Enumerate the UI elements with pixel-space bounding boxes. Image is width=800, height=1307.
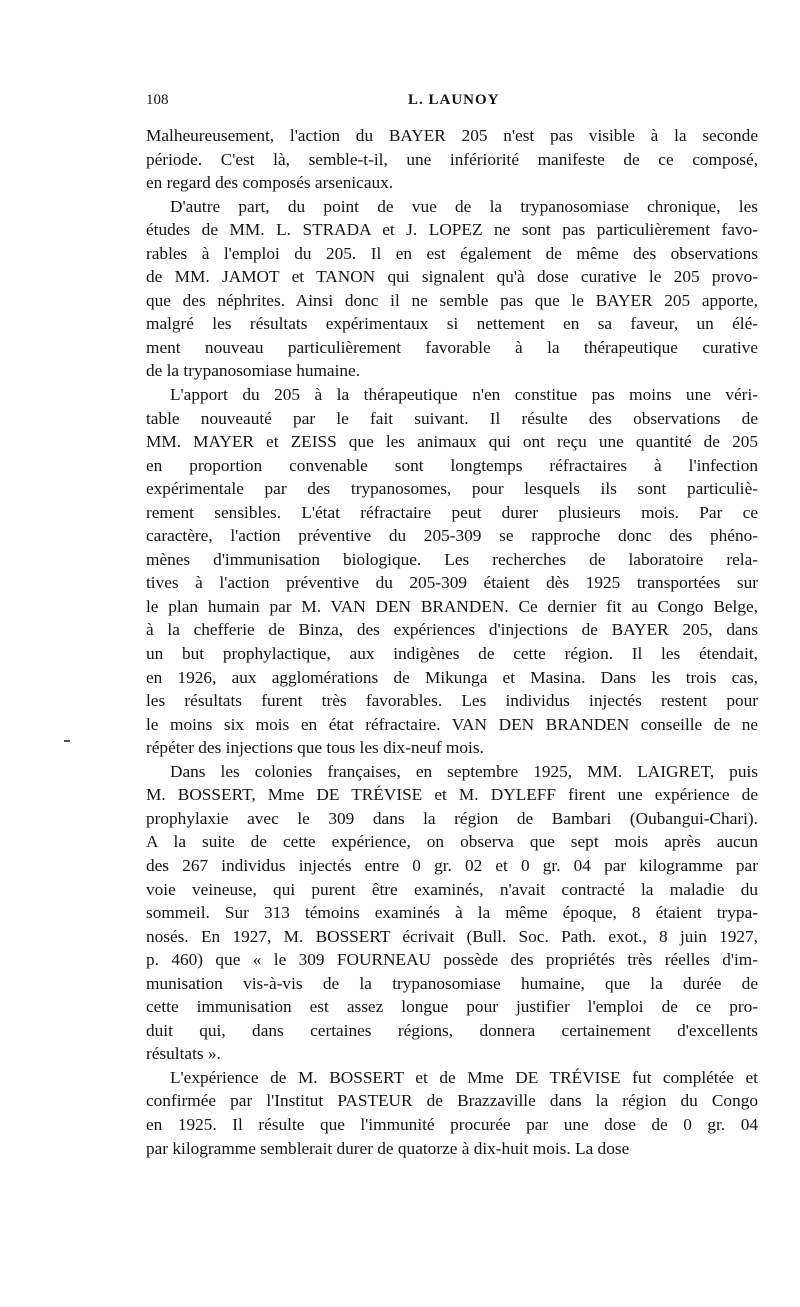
text-line: cette immunisation est assez longue pour justifier l'emploi de ce pro- <box>146 997 758 1017</box>
text-line: en proportion convenable sont longtemps réfractaires à l'infection <box>146 455 758 475</box>
text-line: en regard des composés arsenicaux. <box>146 173 394 193</box>
paragraph <box>146 760 758 1066</box>
text-line: Malheureusement, l'action du BAYER 205 n'est pas visible à la seconde <box>146 126 758 145</box>
text-line: L'expérience de M. BOSSERT et de Mme DE TRÉVISE fut complétée et <box>170 1067 758 1087</box>
text-line: les résultats furent très favorables. Les individus injectés restent pour <box>146 691 758 711</box>
document-page <box>146 86 758 1158</box>
text-line: prophylaxie avec le 309 dans la région de Bambari (Oubangui-Chari). <box>146 808 758 828</box>
text-line: nosés. En 1927, M. BOSSERT écrivait (Bull. Soc. Path. exot., 8 juin 1927, <box>146 926 758 946</box>
text-line: malgré les résultats expérimentaux si nettement en sa faveur, un élé- <box>146 314 758 334</box>
text-line: en 1925. Il résulte que l'immunité procurée par une dose de 0 gr. 04 <box>146 1114 758 1134</box>
text-line: rement sensibles. L'état réfractaire peut durer plusieurs mois. Par ce <box>146 502 758 522</box>
margin-mark <box>64 740 70 742</box>
text-line: études de MM. L. STRADA et J. LOPEZ ne sont pas particulièrement favo- <box>146 220 758 240</box>
text-line: à la chefferie de Binza, des expériences d'injections de BAYER 205, dans <box>146 620 758 640</box>
text-line: MM. MAYER et ZEISS que les animaux qui ont reçu une quantité de 205 <box>146 432 758 452</box>
text-line: confirmée par l'Institut PASTEUR de Brazzaville dans la région du Congo <box>146 1091 758 1111</box>
text-line: table nouveauté par le fait suivant. Il résulte des observations de <box>146 408 758 428</box>
text-line: p. 460) que « le 309 FOURNEAU possède des propriétés très réelles d'im- <box>146 950 758 970</box>
paragraph <box>146 383 758 760</box>
text-line: A la suite de cette expérience, on observa que sept mois après aucun <box>146 832 758 852</box>
page-number: 108 <box>146 92 169 108</box>
page-header <box>146 86 758 116</box>
text-line: de MM. JAMOT et TANON qui signalent qu'à dose curative le 205 provo- <box>146 267 758 287</box>
text-line: résultats ». <box>146 1044 221 1064</box>
body-text <box>146 124 758 1160</box>
text-line: tives à l'action préventive du 205-309 étaient dès 1925 transportées sur <box>146 573 758 593</box>
text-line: rables à l'emploi du 205. Il en est également de même des observations <box>146 243 758 263</box>
text-line: L'apport du 205 à la thérapeutique n'en constitue pas moins une véri- <box>170 385 758 405</box>
paragraph <box>146 195 758 383</box>
text-line: de la trypanosomiase humaine. <box>146 361 361 381</box>
text-line: un but prophylactique, aux indigènes de cette région. Il les étendait, <box>146 644 758 664</box>
text-line: mènes d'immunisation biologique. Les recherches de laboratoire rela- <box>146 549 758 569</box>
text-line: caractère, l'action préventive du 205-309 se rapproche donc des phéno- <box>146 526 758 546</box>
text-line: ment nouveau particulièrement favorable à la thérapeutique curative <box>146 337 758 357</box>
paragraph <box>146 1066 758 1160</box>
text-line: en 1926, aux agglomérations de Mikunga et Masina. Dans les trois cas, <box>146 667 758 687</box>
text-line: M. BOSSERT, Mme DE TRÉVISE et M. DYLEFF firent une expérience de <box>146 785 758 805</box>
text-line: duit qui, dans certaines régions, donnera certainement d'excellents <box>146 1020 758 1040</box>
text-line: des 267 individus injectés entre 0 gr. 02 et 0 gr. 04 par kilogramme par <box>146 855 758 875</box>
text-line: sommeil. Sur 313 témoins examinés à la même époque, 8 étaient trypa- <box>146 903 758 923</box>
text-line: Dans les colonies françaises, en septembre 1925, MM. LAIGRET, puis <box>170 761 758 781</box>
running-head: L. LAUNOY <box>408 92 500 108</box>
text-line: le plan humain par M. VAN DEN BRANDEN. Ce dernier fit au Congo Belge, <box>146 596 758 616</box>
text-line: période. C'est là, semble-t-il, une infériorité manifeste de ce composé, <box>146 149 758 169</box>
text-line: expérimentale par des trypanosomes, pour lesquels ils sont particuliè- <box>146 479 758 499</box>
text-line: le moins six mois en état réfractaire. VAN DEN BRANDEN conseille de ne <box>146 714 758 734</box>
paragraph <box>146 124 758 195</box>
text-line: par kilogramme semblerait durer de quatorze à dix-huit mois. La dose <box>146 1138 630 1158</box>
text-line: voie veineuse, qui purent être examinés, n'avait contracté la maladie du <box>146 879 758 899</box>
text-line: répéter des injections que tous les dix-neuf mois. <box>146 738 484 758</box>
text-line: D'autre part, du point de vue de la trypanosomiase chronique, les <box>170 196 758 216</box>
text-line: munisation vis-à-vis de la trypanosomiase humaine, que la durée de <box>146 973 758 993</box>
text-line: que des néphrites. Ainsi donc il ne semble pas que le BAYER 205 apporte, <box>146 290 758 310</box>
